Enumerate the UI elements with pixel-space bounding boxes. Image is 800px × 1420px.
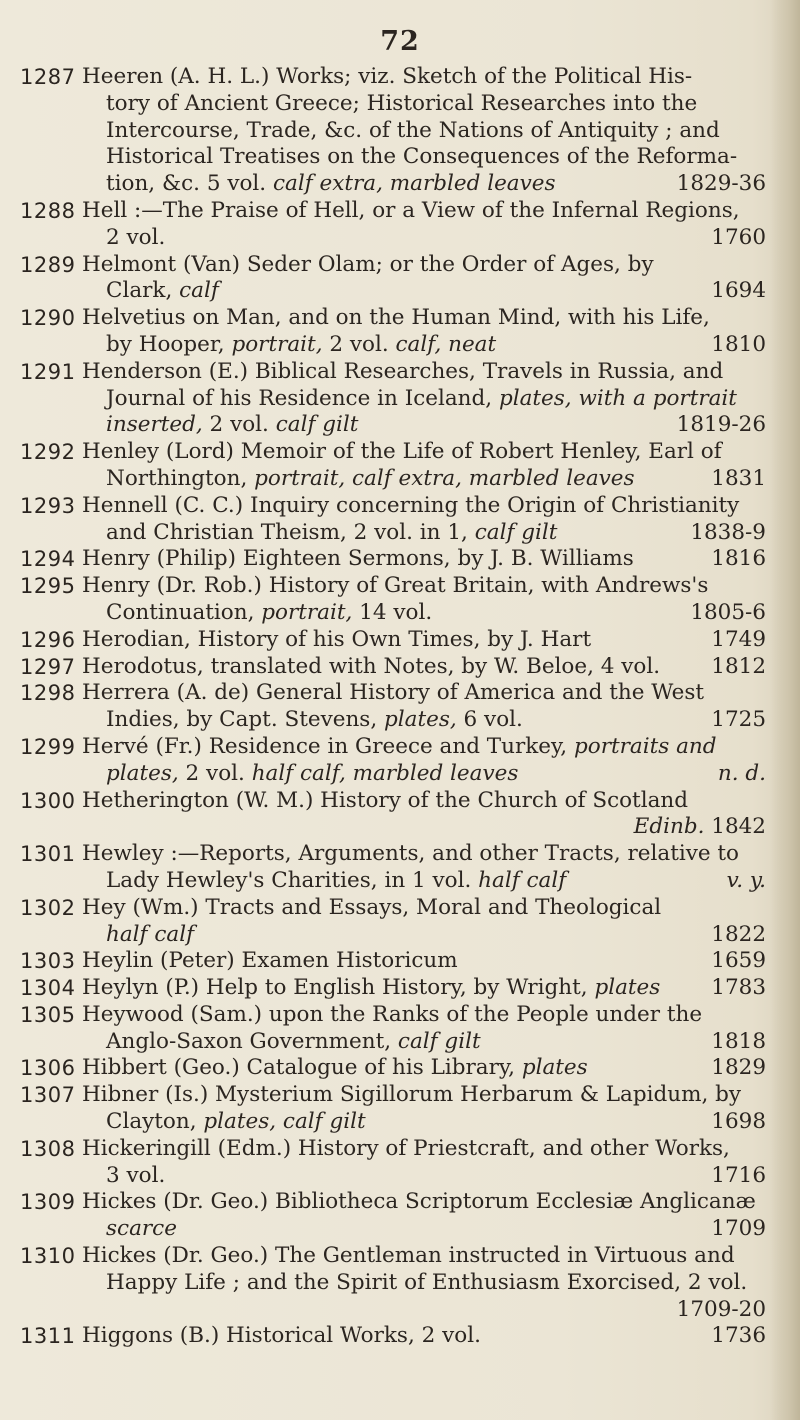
entry-line-text: Heylyn (P.) Help to English History, by Wright, plates (82, 975, 661, 1001)
catalogue-entry (0, 1082, 800, 1136)
entry-line-text: Henry (Dr. Rob.) History of Great Britain, with Andrews's (82, 573, 709, 599)
lot-number: 1308 (20, 1136, 76, 1161)
publication-date: 1819-26 (676, 412, 766, 438)
entry-line-text: inserted, 2 vol. calf gilt (106, 412, 359, 438)
entry-line-text: Hey (Wm.) Tracts and Essays, Moral and Theological (82, 894, 662, 920)
entry-line-text: Heywood (Sam.) upon the Ranks of the People under the (82, 1001, 703, 1027)
entry-line (82, 1002, 772, 1029)
entry-line-text: Higgons (B.) Historical Works, 2 vol. (82, 1323, 481, 1349)
catalogue-entry (0, 680, 800, 734)
catalogue-entries (0, 64, 800, 1350)
entry-line (82, 198, 772, 225)
entry-line-text: Hennell (C. C.) Inquiry concerning the Origin of Christianity (82, 492, 740, 518)
entry-line-text: plates, 2 vol. half calf, marbled leaves (106, 760, 519, 786)
publication-date: 1698 (711, 1109, 766, 1135)
entry-description (82, 64, 772, 198)
entry-line (82, 359, 772, 386)
publication-date: 1749 (711, 626, 766, 652)
catalogue-entry (0, 1136, 800, 1190)
entry-line (82, 573, 772, 600)
entry-line (82, 1216, 772, 1243)
publication-date: 1694 (711, 278, 766, 304)
entry-line (82, 707, 772, 734)
publication-date: 1838-9 (690, 519, 766, 545)
lot-number: 1288 (20, 198, 76, 223)
entry-line-text: Hell :—The Praise of Hell, or a View of the Infernal Regions, (82, 197, 740, 223)
entry-line (82, 895, 772, 922)
lot-number: 1295 (20, 574, 76, 599)
entry-line (82, 627, 772, 654)
entry-line (82, 64, 772, 91)
catalogue-entry (0, 1055, 800, 1082)
entry-line (82, 680, 772, 707)
entry-line-text: Hetherington (W. M.) History of the Church of Scotland (82, 787, 688, 813)
entry-line-text: Henderson (E.) Biblical Researches, Travels in Russia, and (82, 358, 724, 384)
entry-line (82, 546, 772, 573)
publication-date: 1831 (711, 465, 766, 491)
entry-description (82, 895, 772, 949)
publication-date: 1736 (711, 1323, 766, 1349)
catalogue-entry (0, 252, 800, 306)
lot-number: 1294 (20, 547, 76, 572)
entry-line-text: Happy Life ; and the Spirit of Enthusiasm Exorcised, 2 vol. (106, 1269, 748, 1295)
entry-line-text: Lady Hewley's Charities, in 1 vol. half calf (106, 867, 567, 893)
entry-line-text: Indies, by Capt. Stevens, plates, 6 vol. (106, 707, 523, 733)
lot-number: 1310 (20, 1244, 76, 1269)
entry-line (82, 1109, 772, 1136)
entry-line (82, 144, 772, 171)
publication-date: 1716 (711, 1162, 766, 1188)
entry-line-text: Hickes (Dr. Geo.) The Gentleman instructed in Virtuous and (82, 1243, 735, 1269)
lot-number: 1301 (20, 842, 76, 867)
entry-line (82, 386, 772, 413)
catalogue-entry (0, 64, 800, 198)
lot-number: 1293 (20, 493, 76, 518)
entry-line-text: Hickeringill (Edm.) History of Priestcraft, and other Works, (82, 1135, 730, 1161)
entry-description (82, 252, 772, 306)
entry-date-line (82, 1297, 772, 1324)
publication-date: 1805-6 (690, 599, 766, 625)
entry-line (82, 332, 772, 359)
catalogue-entry (0, 1002, 800, 1056)
entry-line (82, 1163, 772, 1190)
entry-line (82, 922, 772, 949)
publication-date: Edinb. 1842 (633, 814, 766, 840)
entry-description (82, 975, 772, 1002)
entry-description (82, 359, 772, 439)
entry-line (82, 1055, 772, 1082)
entry-line (82, 412, 772, 439)
catalogue-entry (0, 439, 800, 493)
catalogue-entry (0, 1243, 800, 1323)
publication-date: 1818 (711, 1028, 766, 1054)
lot-number: 1291 (20, 359, 76, 384)
entry-line-text: 2 vol. (106, 224, 166, 250)
entry-description (82, 1189, 772, 1243)
publication-date: 1810 (711, 331, 766, 357)
entry-line-text: Hickes (Dr. Geo.) Bibliotheca Scriptorum Ecclesiæ Anglicanæ (82, 1189, 756, 1215)
entry-line (82, 493, 772, 520)
catalogue-entry (0, 573, 800, 627)
entry-line-text: Clark, calf (106, 278, 219, 304)
lot-number: 1304 (20, 976, 76, 1001)
entry-line (82, 788, 772, 815)
entry-line (82, 975, 772, 1002)
lot-number: 1306 (20, 1056, 76, 1081)
lot-number: 1299 (20, 734, 76, 759)
publication-date: v. y. (726, 867, 766, 893)
entry-line-text: Herodian, History of his Own Times, by J. Hart (82, 626, 592, 652)
catalogue-entry (0, 841, 800, 895)
entry-line (82, 91, 772, 118)
publication-date: 1760 (711, 224, 766, 250)
lot-number: 1289 (20, 252, 76, 277)
lot-number: 1303 (20, 949, 76, 974)
entry-description (82, 1055, 772, 1082)
entry-line-text: Historical Treatises on the Consequences of the Reforma- (106, 144, 738, 170)
catalogue-entry (0, 654, 800, 681)
entry-line-text: by Hooper, portrait, 2 vol. calf, neat (106, 331, 497, 357)
entry-line-text: Helvetius on Man, and on the Human Mind, with his Life, (82, 305, 710, 331)
lot-number: 1311 (20, 1324, 76, 1349)
entry-line-text: Hibbert (Geo.) Catalogue of his Library, plates (82, 1055, 588, 1081)
entry-line-text: Clayton, plates, calf gilt (106, 1109, 366, 1135)
entry-line-text: Heeren (A. H. L.) Works; viz. Sketch of the Political His- (82, 64, 693, 89)
entry-line-text: tory of Ancient Greece; Historical Researches into the (106, 90, 698, 116)
entry-line (82, 654, 772, 681)
entry-line (82, 868, 772, 895)
entry-description (82, 573, 772, 627)
catalogue-entry (0, 734, 800, 788)
entry-line-text: and Christian Theism, 2 vol. in 1, calf gilt (106, 519, 558, 545)
entry-line (82, 466, 772, 493)
entry-description (82, 493, 772, 547)
entry-line-text: Journal of his Residence in Iceland, plates, with a portrait (106, 385, 737, 411)
entry-description (82, 305, 772, 359)
entry-description (82, 1323, 772, 1350)
lot-number: 1305 (20, 1002, 76, 1027)
lot-number: 1309 (20, 1190, 76, 1215)
entry-line (82, 1323, 772, 1350)
catalogue-entry (0, 1189, 800, 1243)
publication-date: n. d. (717, 760, 766, 786)
entry-line-text: Continuation, portrait, 14 vol. (106, 599, 433, 625)
entry-line-text: half calf (106, 921, 195, 947)
lot-number: 1292 (20, 440, 76, 465)
lot-number: 1287 (20, 65, 76, 89)
lot-number: 1300 (20, 788, 76, 813)
lot-number: 1296 (20, 627, 76, 652)
catalogue-entry (0, 948, 800, 975)
catalogue-entry (0, 895, 800, 949)
entry-description (82, 1002, 772, 1056)
entry-description (82, 1136, 772, 1190)
publication-date: 1725 (711, 707, 766, 733)
entry-line-text: scarce (106, 1216, 177, 1242)
publication-date: 1783 (711, 975, 766, 1001)
entry-line-text: Intercourse, Trade, &c. of the Nations of Antiquity ; and (106, 117, 720, 143)
entry-description (82, 788, 772, 842)
publication-date: 1816 (711, 546, 766, 572)
catalogue-entry (0, 546, 800, 573)
catalogue-entry (0, 198, 800, 252)
entry-description (82, 1243, 772, 1323)
publication-date: 1709 (711, 1216, 766, 1242)
publication-date: 1822 (711, 921, 766, 947)
entry-description (82, 627, 772, 654)
entry-description (82, 439, 772, 493)
entry-line (82, 761, 772, 788)
publication-date: 1829 (711, 1055, 766, 1081)
entry-line (82, 305, 772, 332)
entry-line-text: Hibner (Is.) Mysterium Sigillorum Herbarum & Lapidum, by (82, 1082, 742, 1108)
entry-line (82, 1029, 772, 1056)
entry-line-text: Henley (Lord) Memoir of the Life of Robert Henley, Earl of (82, 439, 722, 465)
lot-number: 1297 (20, 654, 76, 679)
entry-line-text: tion, &c. 5 vol. calf extra, marbled leaves (106, 171, 556, 197)
catalogue-entry (0, 493, 800, 547)
catalogue-entry (0, 305, 800, 359)
entry-line-text: Henry (Philip) Eighteen Sermons, by J. B. Williams (82, 546, 634, 572)
entry-description (82, 198, 772, 252)
entry-description (82, 1082, 772, 1136)
catalogue-entry (0, 788, 800, 842)
entry-line-text: Helmont (Van) Seder Olam; or the Order of Ages, by (82, 251, 654, 277)
publication-date: 1709-20 (676, 1296, 766, 1322)
entry-line (82, 948, 772, 975)
publication-date: 1829-36 (676, 171, 766, 197)
catalogue-entry (0, 627, 800, 654)
entry-line (82, 1082, 772, 1109)
entry-line (82, 171, 772, 198)
entry-line (82, 600, 772, 627)
entry-description (82, 734, 772, 788)
publication-date: 1812 (711, 653, 766, 679)
entry-line-text: Herrera (A. de) General History of America and the West (82, 680, 705, 706)
catalogue-entry (0, 975, 800, 1002)
entry-description (82, 841, 772, 895)
lot-number: 1298 (20, 681, 76, 706)
entry-line-text: 3 vol. (106, 1162, 166, 1188)
lot-number: 1307 (20, 1083, 76, 1108)
entry-line (82, 439, 772, 466)
entry-line-text: Heylin (Peter) Examen Historicum (82, 948, 458, 974)
entry-line (82, 118, 772, 145)
entry-description (82, 654, 772, 681)
entry-line (82, 734, 772, 761)
entry-line (82, 841, 772, 868)
entry-line-text: Hervé (Fr.) Residence in Greece and Turkey, portraits and (82, 733, 717, 759)
entry-line (82, 1243, 772, 1270)
catalogue-entry (0, 359, 800, 439)
entry-line (82, 1270, 772, 1297)
catalogue-entry (0, 1323, 800, 1350)
publication-date: 1659 (711, 948, 766, 974)
entry-line (82, 1189, 772, 1216)
entry-line (82, 278, 772, 305)
entry-line (82, 225, 772, 252)
page-number: 72 (380, 26, 420, 57)
entry-line-text: Hewley :—Reports, Arguments, and other Tracts, relative to (82, 841, 739, 867)
entry-date-line (82, 814, 772, 841)
entry-line (82, 520, 772, 547)
entry-description (82, 680, 772, 734)
lot-number: 1290 (20, 306, 76, 331)
entry-line-text: Northington, portrait, calf extra, marbled leaves (106, 465, 635, 491)
entry-description (82, 948, 772, 975)
entry-line (82, 1136, 772, 1163)
entry-line (82, 252, 772, 279)
lot-number: 1302 (20, 895, 76, 920)
entry-line-text: Anglo-Saxon Government, calf gilt (106, 1028, 481, 1054)
entry-description (82, 546, 772, 573)
entry-line-text: Herodotus, translated with Notes, by W. Beloe, 4 vol. (82, 653, 661, 679)
